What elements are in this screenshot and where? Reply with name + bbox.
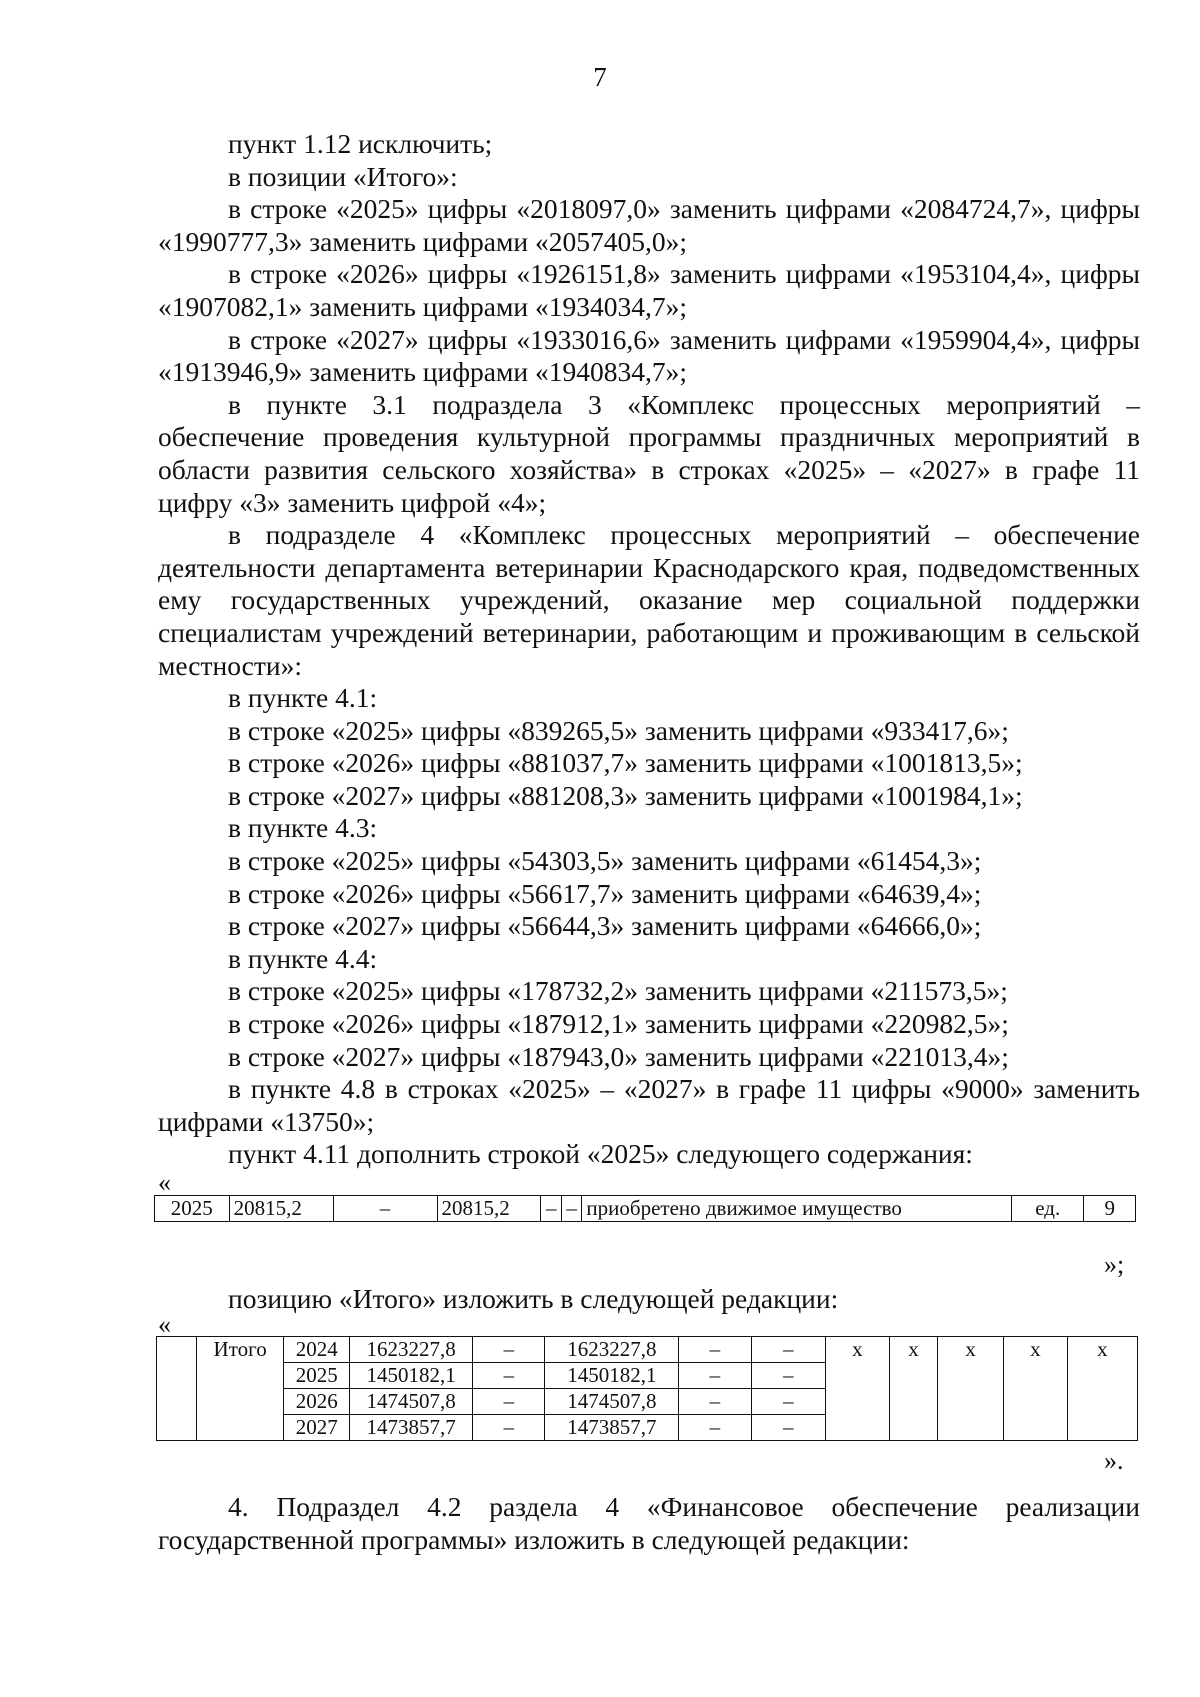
paragraph: в строке «2026» цифры «187912,1» заменить цифрами «220982,5»;	[228, 1008, 1009, 1040]
table-row	[157, 1337, 1138, 1363]
table-cell: –	[679, 1337, 751, 1363]
table-cell: –	[333, 1196, 437, 1222]
paragraph: в строке «2027» цифры «881208,3» заменить цифрами «1001984,1»;	[228, 779, 1023, 811]
table-cell: –	[561, 1196, 581, 1222]
paragraph: в строке «2026» цифры «1926151,8» заменить цифрами «1953104,4», цифры «1907082,1» заменить цифрами «1934034,7»;	[158, 258, 1140, 322]
table-cell: 20815,2	[229, 1196, 333, 1222]
table-cell: x	[1067, 1337, 1137, 1441]
paragraph: в строке «2027» цифры «187943,0» заменить цифрами «221013,4»;	[228, 1040, 1009, 1072]
itogo-label: Итого	[196, 1337, 283, 1441]
table-cell: –	[473, 1337, 545, 1363]
table-cell: –	[679, 1389, 751, 1415]
table-cell: 2025	[284, 1363, 350, 1389]
table-cell: –	[751, 1337, 825, 1363]
table-cell: 1473857,7	[545, 1415, 679, 1441]
paragraph: пункт 1.12 исключить;	[228, 128, 493, 159]
table-cell: 1450182,1	[350, 1363, 473, 1389]
table-cell: 2027	[284, 1415, 350, 1441]
paragraph: в строке «2026» цифры «56617,7» заменить цифрами «64639,4»;	[228, 877, 982, 909]
paragraph: в пункте 3.1 подраздела 3 «Комплекс процессных мероприятий – обеспечение проведения культурной программы праздничных мероприятий в области развития сельского хозяйства» в строках «2025» – «2027» в графе 11 цифру «3» заменить цифрой «4»;	[158, 388, 1140, 518]
quote-open-mark: «	[158, 1310, 171, 1339]
table-cell: 1474507,8	[545, 1389, 679, 1415]
table-cell: 1474507,8	[350, 1389, 473, 1415]
quote-open-mark: «	[158, 1168, 171, 1197]
table-cell: x	[826, 1337, 890, 1441]
table-cell: 1450182,1	[545, 1363, 679, 1389]
paragraph: в строке «2026» цифры «881037,7» заменить цифрами «1001813,5»;	[228, 747, 1023, 779]
table-cell: приобретено движимое имущество	[582, 1196, 1012, 1222]
paragraph: в строке «2025» цифры «839265,5» заменить цифрами «933417,6»;	[228, 714, 1009, 746]
table-cell: x	[938, 1337, 1004, 1441]
paragraph: в строке «2025» цифры «2018097,0» заменить цифрами «2084724,7», цифры «1990777,3» заменить цифрами «2057405,0»;	[158, 193, 1140, 257]
table-cell: 1473857,7	[350, 1415, 473, 1441]
table-cell: 1623227,8	[350, 1337, 473, 1363]
paragraph: в пункте 4.3:	[228, 812, 378, 844]
table-row	[155, 1196, 1136, 1222]
amendments-text	[158, 128, 1140, 1171]
paragraph: в пункте 4.4:	[228, 942, 378, 974]
table-cell: –	[751, 1389, 825, 1415]
paragraph: в пункте 4.8 в строках «2025» – «2027» в графе 11 цифры «9000» заменить цифрами «13750»;	[158, 1073, 1140, 1137]
table-cell: 1623227,8	[545, 1337, 679, 1363]
item-4-11-table	[154, 1195, 1136, 1222]
table-cell: –	[473, 1389, 545, 1415]
table-cell: –	[751, 1415, 825, 1441]
table-cell: –	[473, 1415, 545, 1441]
table-cell: 2024	[284, 1337, 350, 1363]
paragraph: в строке «2025» цифры «178732,2» заменить цифрами «211573,5»;	[228, 975, 1008, 1007]
table-cell: 2025	[155, 1196, 230, 1222]
paragraph: 4. Подраздел 4.2 раздела 4 «Финансовое обеспечение реализации государственной программы» изложить в следующей редакции:	[158, 1491, 1140, 1555]
table-cell: 2026	[284, 1389, 350, 1415]
page-number: 7	[593, 62, 607, 92]
table-cell	[157, 1337, 197, 1441]
quote-close-mark: ».	[1104, 1446, 1124, 1475]
paragraph: пункт 4.11 дополнить строкой «2025» следующего содержания:	[228, 1138, 973, 1170]
table-cell: ед.	[1011, 1196, 1083, 1222]
table-cell: –	[751, 1363, 825, 1389]
paragraph: в строке «2027» цифры «56644,3» заменить цифрами «64666,0»;	[228, 910, 982, 942]
table-cell: –	[473, 1363, 545, 1389]
table-cell: x	[889, 1337, 938, 1441]
table-cell: –	[679, 1363, 751, 1389]
table-cell: 9	[1084, 1196, 1136, 1222]
table-cell: –	[541, 1196, 561, 1222]
itogo-table	[156, 1336, 1138, 1441]
paragraph: в пункте 4.1:	[228, 682, 378, 714]
paragraph: в подразделе 4 «Комплекс процессных мероприятий – обеспечение деятельности департамента ветеринарии Краснодарского края, подведомственных ему государственных учреждений, оказание мер социальной поддержки специалистам учреждений ветеринарии, работающим и проживающим в сельской местности»:	[158, 519, 1140, 681]
table-cell: 20815,2	[437, 1196, 541, 1222]
paragraph: в позиции «Итого»:	[228, 160, 458, 192]
section-4-paragraph	[158, 1490, 1140, 1556]
itogo-intro: позицию «Итого» изложить в следующей редакции:	[228, 1283, 839, 1314]
table-cell: –	[679, 1415, 751, 1441]
paragraph: в строке «2027» цифры «1933016,6» заменить цифрами «1959904,4», цифры «1913946,9» заменить цифрами «1940834,7»;	[158, 323, 1140, 388]
paragraph: в строке «2025» цифры «54303,5» заменить цифрами «61454,3»;	[228, 845, 982, 877]
table-cell: x	[1004, 1337, 1068, 1441]
quote-close-mark: »;	[1104, 1250, 1125, 1279]
